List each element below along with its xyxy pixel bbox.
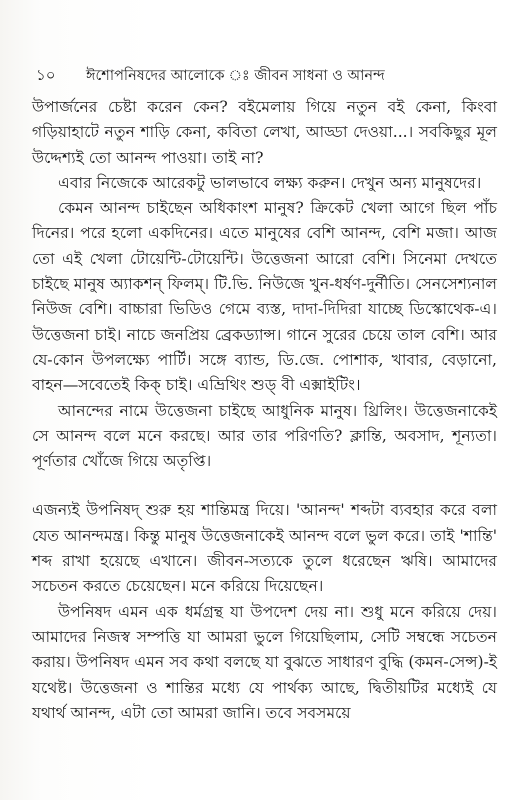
- paragraph-2: এবার নিজেকে আরেকটু ভালভাবে লক্ষ্য করুন। দেখুন অন্য মানুষদের।: [58, 173, 482, 192]
- body-text: [32, 95, 497, 726]
- running-title: ঈশোপনিষদের আলোকে ঃ জীবন সাধনা ও আনন্দ: [86, 68, 385, 84]
- paragraph-6: উপনিষদ এমন এক ধর্মগ্রন্থ যা উপদেশ দেয় না। শুধু মনে করিয়ে দেয়। আমাদের নিজস্ব সম্পত্তি যা আমরা ভুলে গিয়েছিলাম, সেটি সম্বন্ধে সচেতন করায়। উপনিষদ এমন সব কথা বলছে যা বুঝতে সাধারণ বুদ্ধি (কমন-সেন্স)-ই যথেষ্ট। উত্তেজনা ও শান্তির মধ্যে যে পার্থক্য আছে, দ্বিতীয়টির মধ্যেই যে যথার্থ আনন্দ, এটা তো আমরা জানি। তবে সবসময়ে: [32, 602, 497, 722]
- paragraph-5: এজন্যই উপনিষদ্ শুরু হয় শান্তিমন্ত্র দিয়ে। 'আনন্দ' শব্দটা ব্যবহার করে বলা যেত আনন্দমন্ত্র। কিন্তু মানুষ উত্তেজনাকেই আনন্দ বলে ভুল করে। তাই 'শান্তি' শব্দ রাখা হয়েছে এখানে। জীবন-সত্যকে তুলে ধরেছেন ঋষি। আমাদের সচেতন করতে চেয়েছেন। মনে করিয়ে দিয়েছেন।: [32, 501, 497, 596]
- paragraph-1: উপার্জনের চেষ্টা করেন কেন? বইমেলায় গিয়ে নতুন বই কেনা, কিংবা গড়িয়াহাটে নতুন শাড়ি কেনা, কবিতা লেখা, আড্ডা দেওয়া...। সবকিছুর মূল উদ্দেশ্যই তো আনন্দ পাওয়া। তাই না?: [32, 98, 497, 167]
- paragraph-4: আনন্দের নামে উত্তেজনা চাইছে আধুনিক মানুষ। থ্রিলিং। উত্তেজনাকেই সে আনন্দ বলে মনে করছে। আর তার পরিণতি? ক্লান্তি, অবসাদ, শূন্যতা। পূর্ণতার খোঁজে গিয়ে অতৃপ্তি।: [32, 401, 497, 471]
- running-header: [36, 64, 493, 89]
- page-number: ১০: [36, 66, 56, 84]
- paragraph-3: কেমন আনন্দ চাইছেন অধিকাংশ মানুষ? ক্রিকেট খেলা আগে ছিল পাঁচ দিনের। পরে হলো একদিনের। এতে মানুষের বেশি আনন্দ, বেশি মজা। আজ তো এই খেলা টোয়েন্টি-টোয়েন্টি। উত্তেজনা আরো বেশি। সিনেমা দেখতে চাইছে মানুষ অ্যাকশন্ ফিলম্। টি.ভি. নিউজে খুন-ধর্ষণ-দুর্নীতি। সেনসেশ্যনাল নিউজ বেশি। বাচ্চারা ভিডিও গেমে ব্যস্ত, দাদা-দিদিরা যাচ্ছে ডিস্কোথেক-এ। উত্তেজনা চাই। নাচে জনপ্রিয় ব্রেকড্যান্স। গানে সুরের চেয়ে তাল বেশি। আর যে-কোন উপলক্ষ্যে পার্টি। সঙ্গে ব্যান্ড, ডি.জে. পোশাক, খাবার, বেড়ানো, বাহন—সবেতেই কিক্ চাই। এভ্রিথিং শুড্ বী এক্সাইটিং।: [32, 199, 497, 395]
